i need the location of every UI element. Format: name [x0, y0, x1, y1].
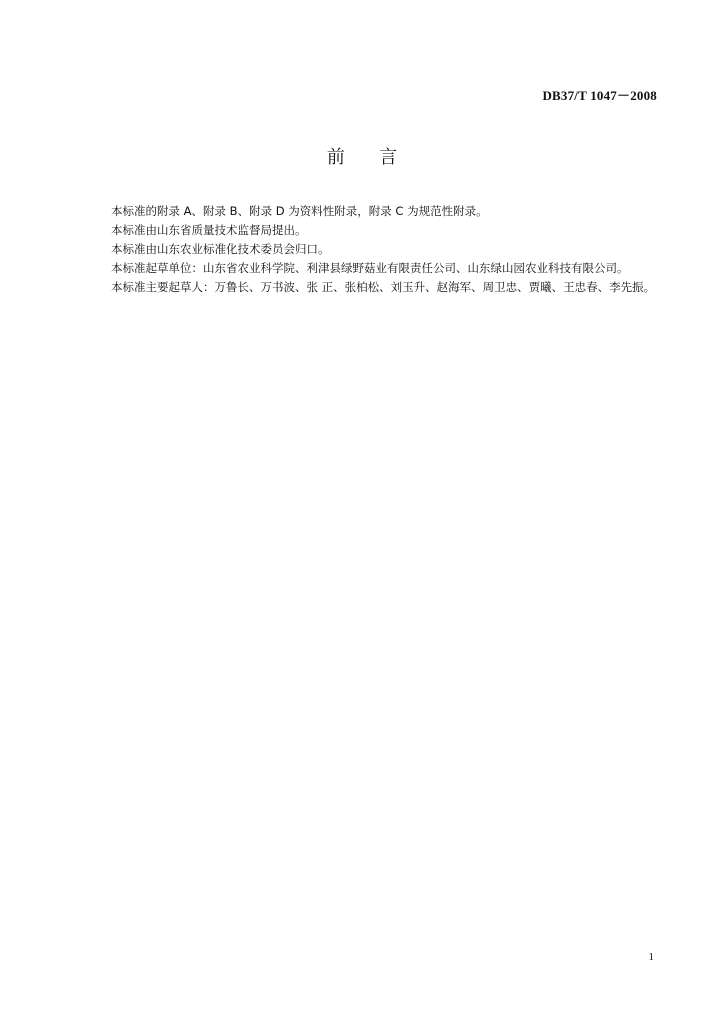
paragraph-drafting-units: 本标准起草单位：山东省农业科学院、利津县绿野菇业有限责任公司、山东绿山园农业科技有限公司。	[111, 261, 629, 275]
paragraph-appendix: 本标准的附录 A、附录 B、附录 D 为资料性附录，附录 C 为规范性附录。	[111, 204, 488, 218]
paragraph-drafters: 本标准主要起草人：万鲁长、万书波、张 正、张柏松、刘玉升、赵海军、周卫忠、贾曦、王忠春、李先振。	[111, 280, 656, 294]
foreword-body	[87, 202, 661, 297]
page-title: 前 言	[326, 147, 398, 168]
page-number: 1	[648, 951, 654, 963]
paragraph-committee: 本标准由山东农业标准化技术委员会归口。	[111, 242, 330, 256]
document-code: DB37/T 1047－2008	[542, 88, 657, 103]
paragraph-proposer: 本标准由山东省质量技术监督局提出。	[111, 223, 307, 237]
